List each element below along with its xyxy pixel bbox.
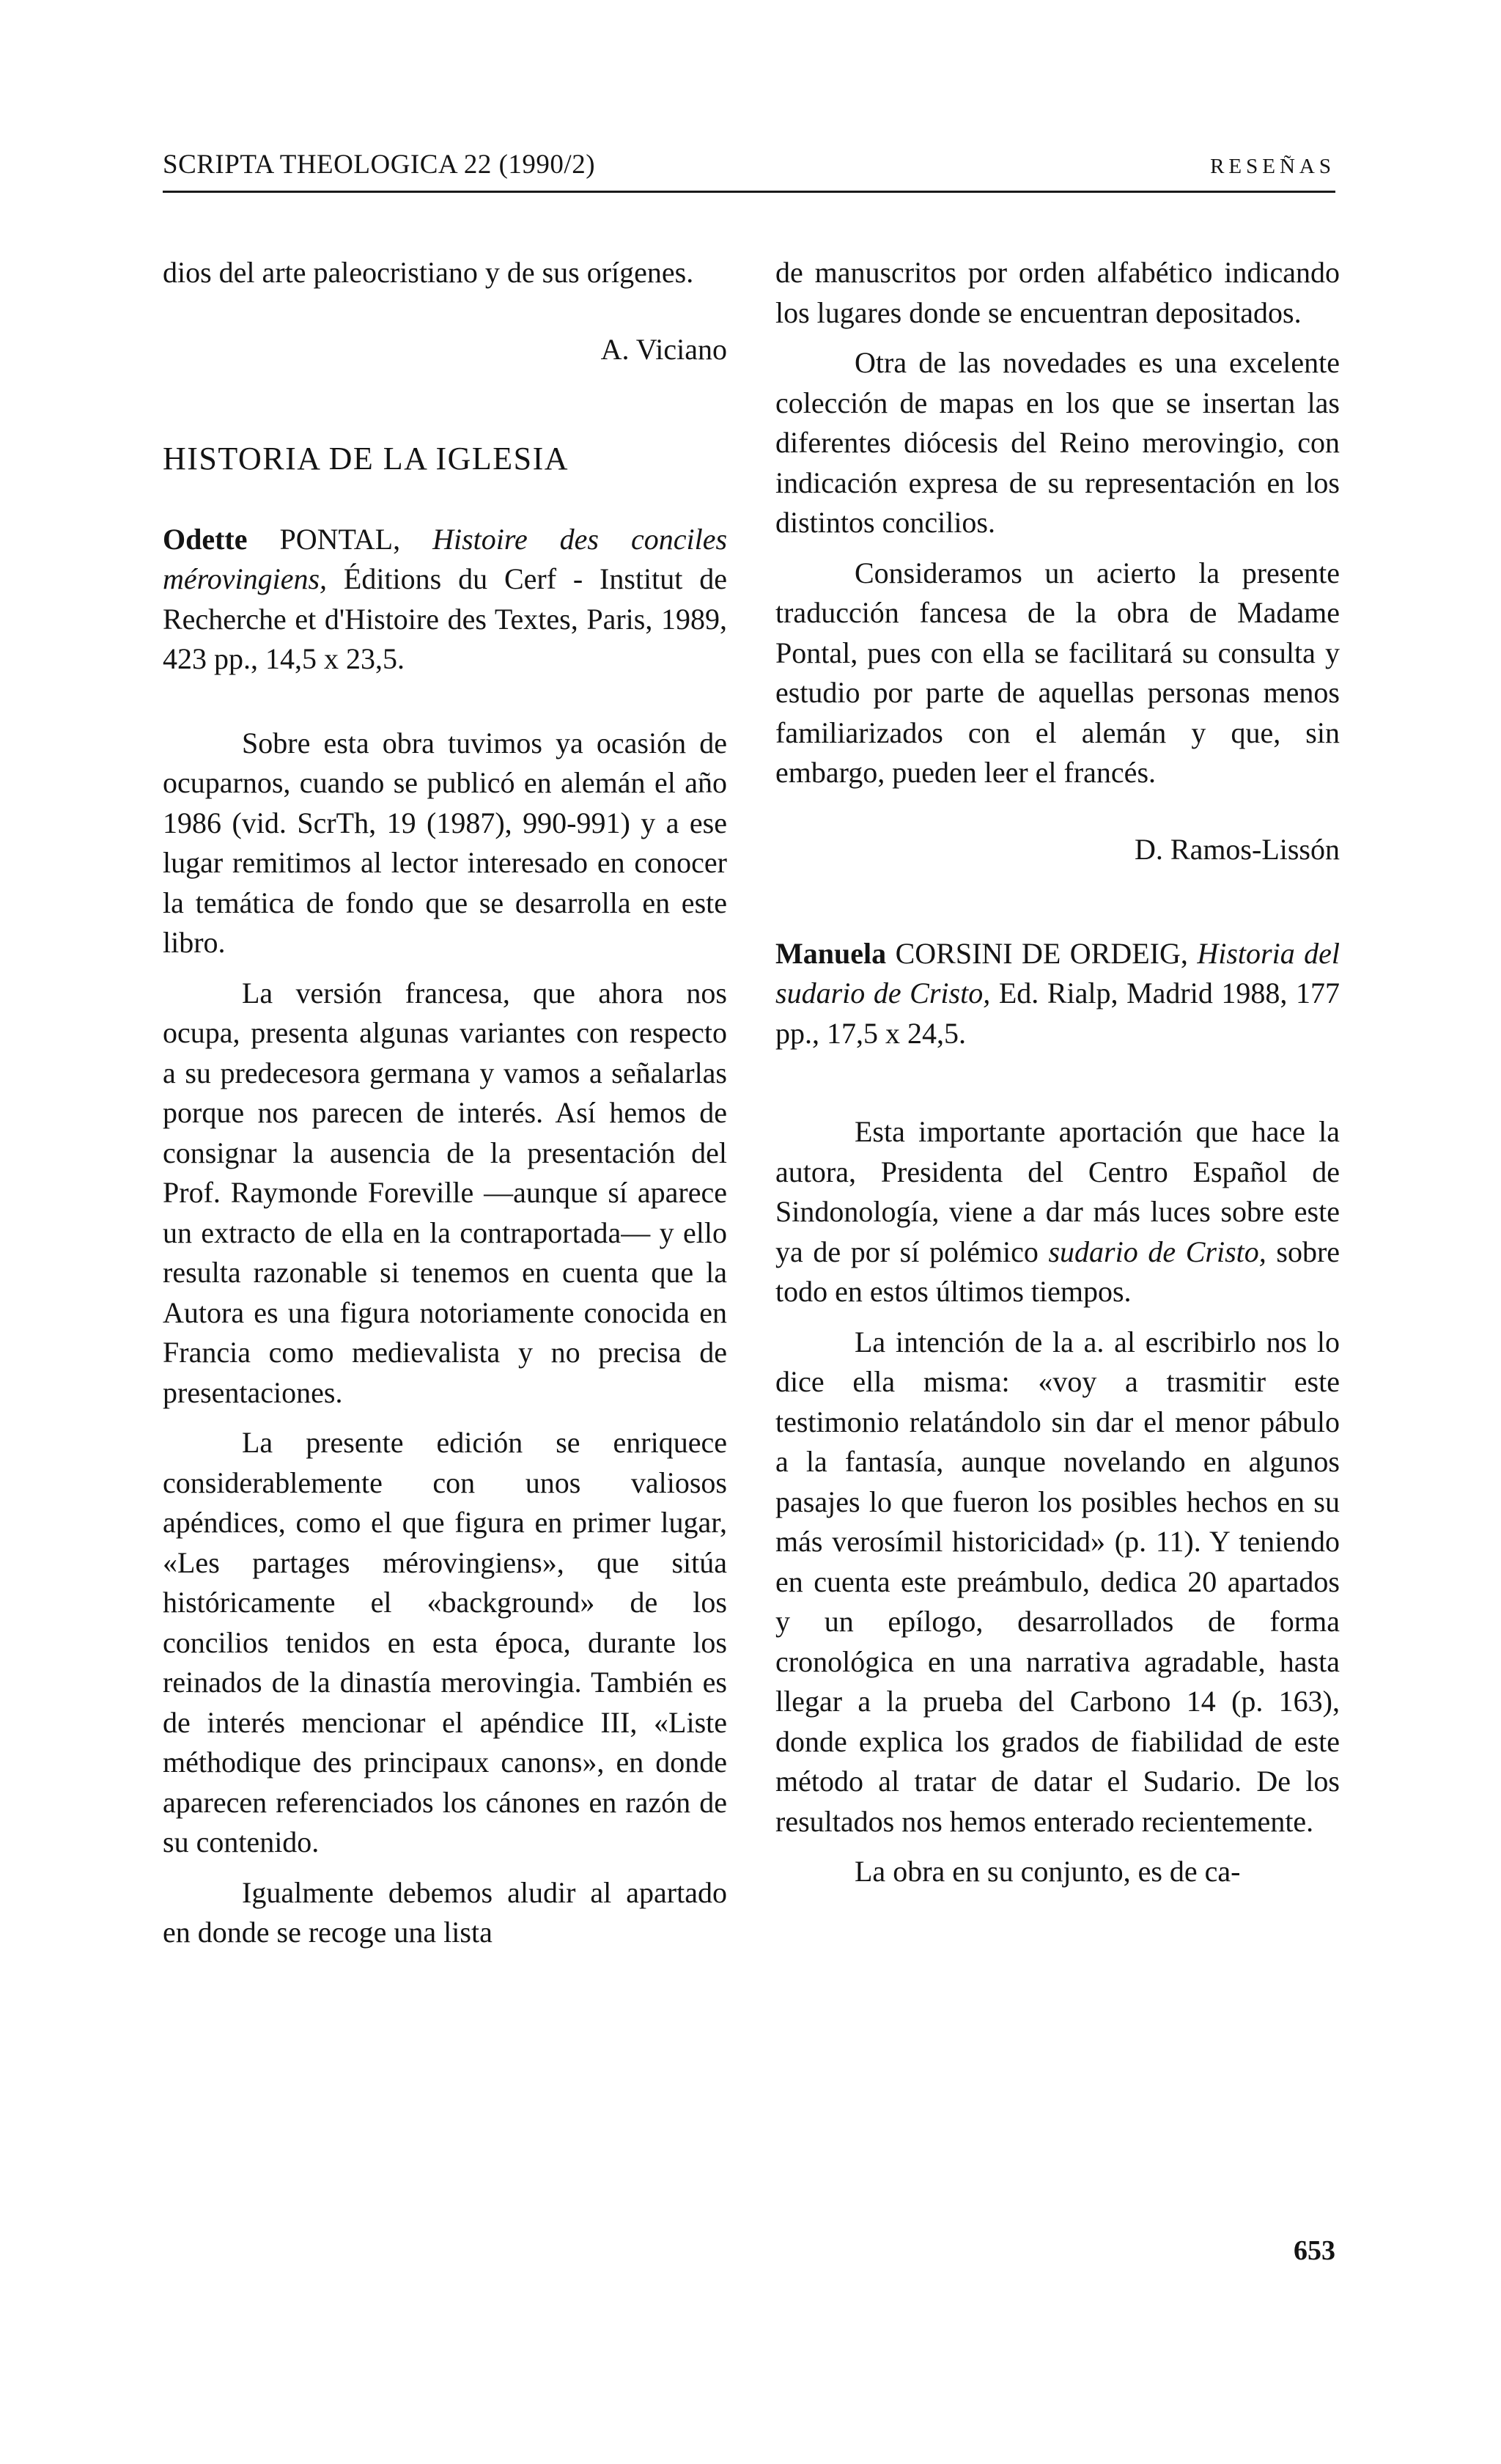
paragraph (775, 1112, 1340, 1312)
paragraph-text: sobre todo en estos últimos tiempos. (775, 1235, 1340, 1308)
emphasized-text: sudario de Cristo, (1048, 1235, 1266, 1268)
section-title: HISTORIA DE LA IGLESIA (163, 440, 569, 477)
review-signature: D. Ramos-Lissón (1135, 832, 1340, 866)
section-label: RESEÑAS (1210, 155, 1335, 178)
author-last-name: CORSINI DE ORDEIG, (895, 936, 1188, 970)
journal-title: SCRIPTA THEOLOGICA 22 (1990/2) (163, 150, 596, 180)
page-number: 653 (1294, 2235, 1335, 2266)
left-column (163, 253, 727, 1953)
author-last-name: PONTAL, (279, 522, 401, 556)
paragraph: Igualmente debemos aludir al apartado en donde se recoge una lista (163, 1875, 727, 1949)
paragraph-text: Esta importante aportación que hace la autora, Presidenta del Centro Español de Sindonología, viene a dar más luces sobre este ya de por sí polémico (775, 1115, 1340, 1268)
paragraph: de manuscritos por orden alfabético indicando los lugares donde se encuentran depositados. (775, 256, 1340, 329)
paragraph: Consideramos un acierto la presente traducción fancesa de la obra de Madame Pontal, pues con ella se facilitará su consulta y estudio por parte de aquellas personas menos familiarizados con el alemán y que, sin embargo, pueden leer el francés. (775, 556, 1340, 789)
paragraph: La intención de la a. al escribirlo nos lo dice ella misma: «voy a trasmitir este testimonio relatándolo sin dar el menor pábulo a la fantasía, aunque novelando en algunos pasajes lo que fueron los posibles hechos en su más verosímil historicidad» (p. 11). Y teniendo en cuenta este preámbulo, dedica 20 apartados y un epílogo, desarrollados de forma cronológica en una narrativa agradable, hasta llegar a la prueba del Carbono 14 (p. 163), donde explica los grados de fiabilidad de este método al tratar de datar el Sudario. De los resultados nos hemos enterado recientemente. (775, 1325, 1340, 1838)
publication-details: Éditions du Cerf - Institut de Recherche et d'Histoire des Textes, Paris, 1989, 423 pp., 14,5 x 23,5. (163, 562, 728, 675)
paragraph: La presente edición se enriquece considerablemente con unos valiosos apéndices, como el que figura en primer lugar, «Les partages mérovingiens», que sitúa históricamente el «background» de los concilios tenidos en esta época, durante los reinados de la dinastía merovingia. También es de interés mencionar el apéndice III, «Liste méthodique des principaux canons», en donde aparecen referenciados los cánones en razón de su contenido. (163, 1426, 727, 1858)
previous-review-end: dios del arte paleocristiano y de sus orígenes. (163, 256, 694, 289)
author-first-name: Manuela (775, 936, 887, 970)
paragraph: La obra en su conjunto, es de ca- (855, 1855, 1241, 1888)
previous-review-signature: A. Viciano (600, 332, 727, 366)
right-column (775, 253, 1340, 1892)
review-citation-pontal (163, 520, 727, 680)
author-first-name: Odette (163, 522, 248, 556)
book-title: Historia del sudario de Cristo, (775, 936, 1340, 1009)
publication-details: Ed. Rialp, Madrid 1988, 177 pp., 17,5 x 24,5. (775, 977, 1340, 1050)
paragraph: Sobre esta obra tuvimos ya ocasión de ocuparnos, cuando se publicó en alemán el año 1986 (vid. ScrTh, 19 (1987), 990-991) y a ese lugar remitimos al lector interesado en conocer la temática de fondo que se desarrolla en este libro. (163, 726, 727, 959)
running-header (163, 147, 1335, 193)
book-title: Histoire des conciles mérovingiens, (163, 522, 728, 595)
paragraph: La versión francesa, que ahora nos ocupa, presenta algunas variantes con respecto a su predecesora germana y vamos a señalarlas porque nos parecen de interés. Así hemos de consignar la ausencia de la presentación del Prof. Raymonde Foreville —aunque sí aparece un extracto de ella en la contraportada— y ello resulta razonable si tenemos en cuenta que la Autora es una figura notoriamente conocida en Francia como medievalista y no precisa de presentaciones. (163, 976, 727, 1409)
paragraph: Otra de las novedades es una excelente colección de mapas en los que se insertan las diferentes diócesis del Reino merovingio, con indicación expresa de su representación en los distintos concilios. (775, 346, 1340, 539)
review-citation-corsini (775, 934, 1340, 1054)
